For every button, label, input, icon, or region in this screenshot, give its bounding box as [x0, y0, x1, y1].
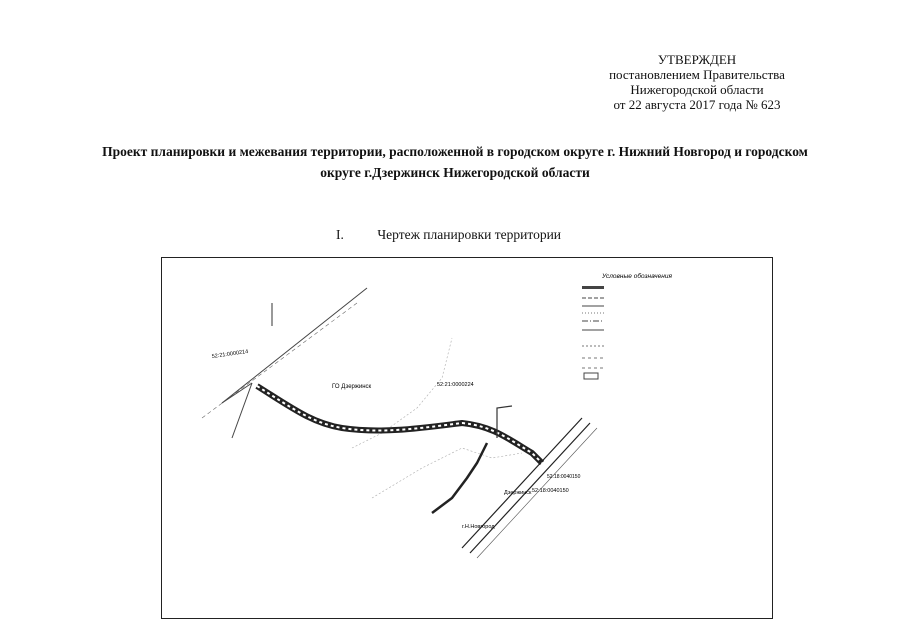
parcel-boundary-line-3 [232, 383, 252, 438]
section-heading [336, 227, 561, 243]
approval-stamp [567, 52, 827, 112]
legend-title: Условные обозначения [602, 273, 672, 280]
approval-date: от 22 августа 2017 года № 623 [613, 97, 781, 112]
planning-drawing [161, 257, 773, 619]
planning-drawing-svg [162, 258, 772, 618]
parcel-label: 52:18:0040150 [547, 474, 581, 480]
parcel-label: 52:21:0000214 [211, 348, 249, 360]
legend [582, 272, 672, 379]
document-title [40, 141, 870, 183]
section-number: I. [336, 227, 344, 242]
planned-road-corridor [257, 386, 542, 463]
railway-line-2 [470, 423, 590, 553]
parcel-boundary-line-2 [222, 383, 252, 403]
approval-status: УТВЕРЖДЕН [657, 52, 737, 67]
city-label: г.Н.Новгород [462, 524, 495, 530]
document-title-line-2: округе г.Дзержинск Нижегородской области [320, 165, 590, 180]
district-label: ГО Дзержинск [332, 384, 372, 390]
approval-issuer: постановлением Правительства [609, 67, 785, 82]
parcel-label: 52:21:0000224 [437, 382, 474, 388]
document-title-line-1: Проект планировки и межевания территории, расположенной в городском округе г. Нижний Новгород и городском [102, 144, 808, 159]
place-label: Дзержинск [504, 490, 532, 496]
terrain-contour-2 [372, 448, 522, 498]
legend-swatch [584, 373, 598, 379]
parcel-label: 52:18:0040150 [532, 488, 569, 494]
planned-road-axis [257, 386, 542, 463]
legend-swatch [582, 286, 604, 289]
section-title: Чертеж планировки территории [377, 227, 562, 242]
approval-region: Нижегородской области [630, 82, 764, 97]
